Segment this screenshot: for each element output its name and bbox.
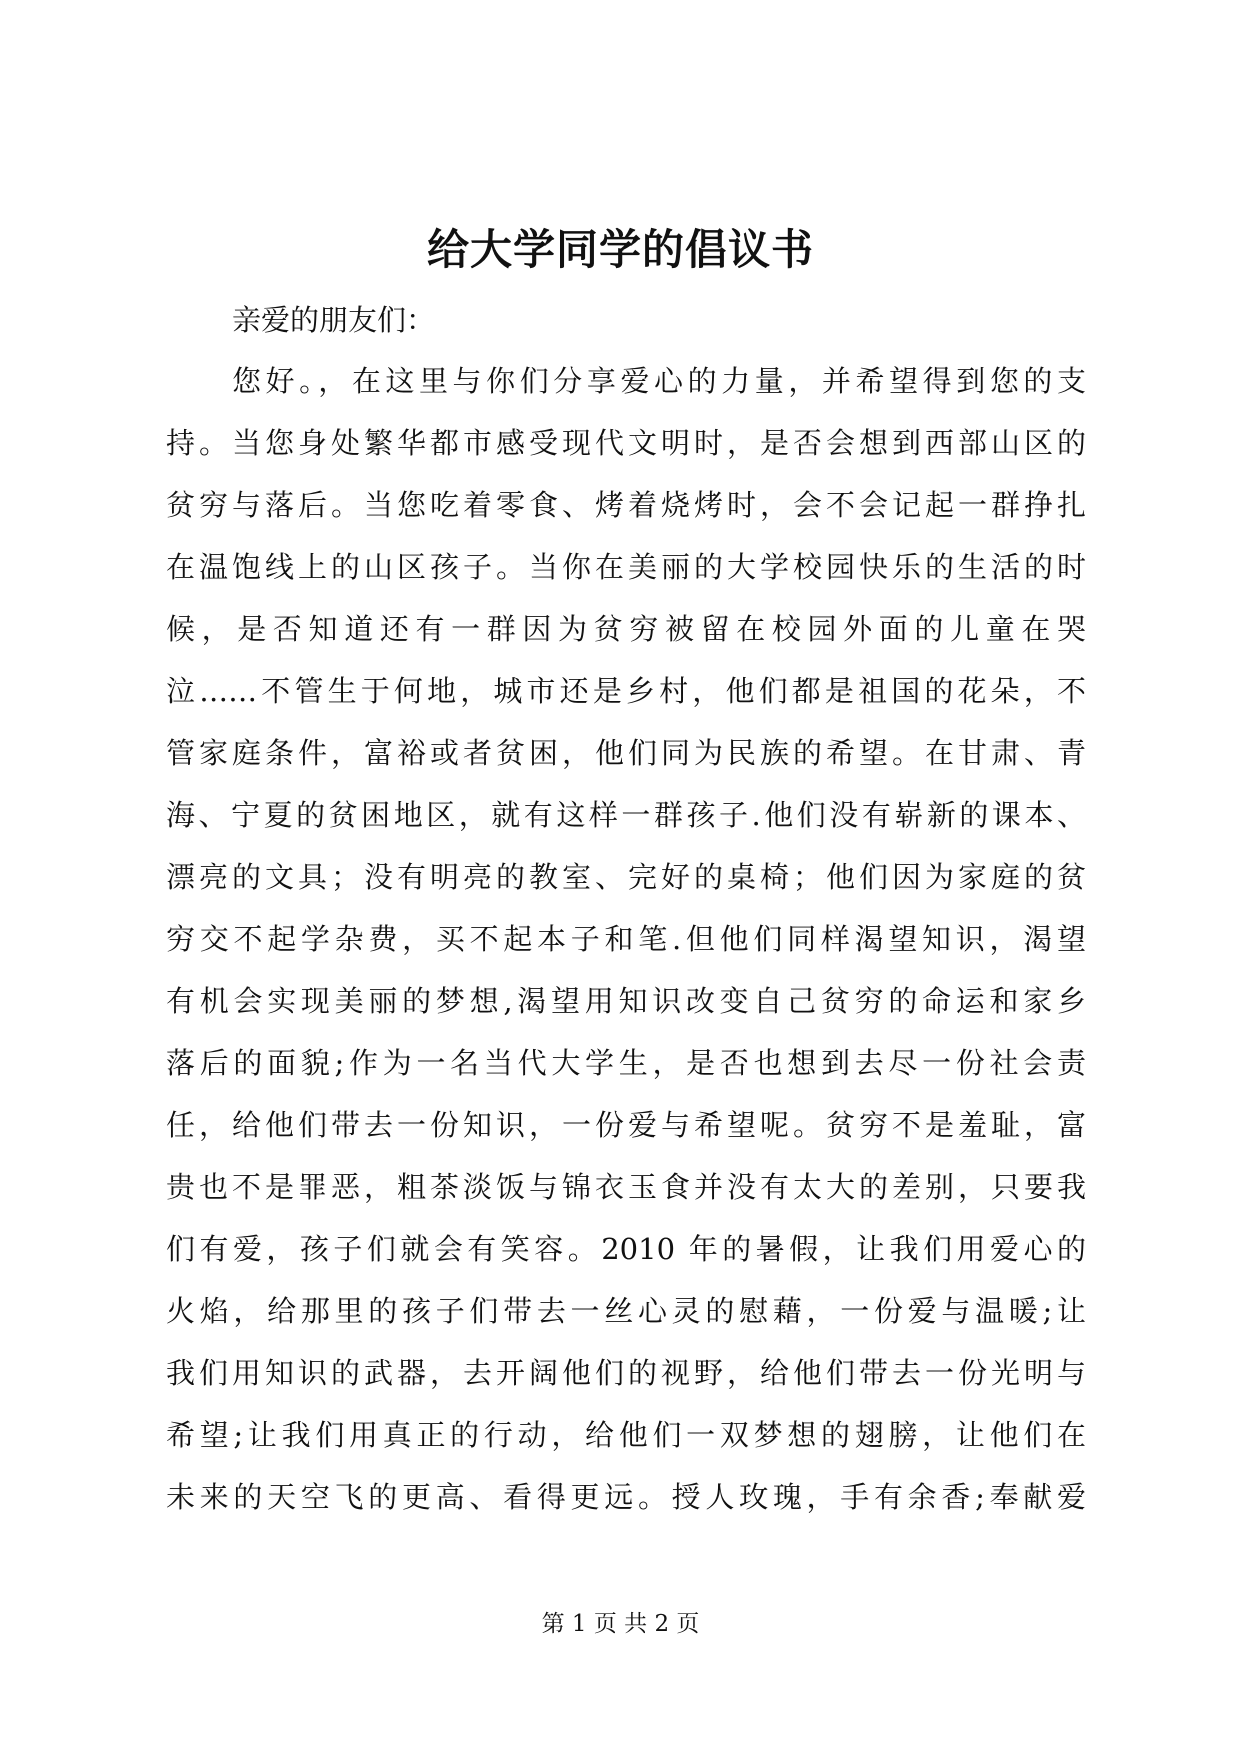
body-line: 未来的天空飞的更高、看得更远。授人玫瑰，手有余香;奉献爱 bbox=[166, 1480, 1086, 1514]
body-text bbox=[166, 359, 1086, 1537]
body-line: 候，是否知道还有一群因为贫穷被留在校园外面的儿童在哭 bbox=[166, 612, 1086, 646]
body-line: 们有爱，孩子们就会有笑容。2010 年的暑假，让我们用爱心的 bbox=[166, 1232, 1086, 1266]
body-line: 管家庭条件，富裕或者贫困，他们同为民族的希望。在甘肃、青 bbox=[166, 736, 1086, 770]
body-line: 火焰，给那里的孩子们带去一丝心灵的慰藉，一份爱与温暖;让 bbox=[166, 1294, 1086, 1328]
body-line: 在温饱线上的山区孩子。当你在美丽的大学校园快乐的生活的时 bbox=[166, 550, 1086, 584]
body-line: 持。当您身处繁华都市感受现代文明时，是否会想到西部山区的 bbox=[166, 426, 1086, 460]
body-line: 漂亮的文具；没有明亮的教室、完好的桌椅；他们因为家庭的贫 bbox=[166, 860, 1086, 894]
body-line: 海、宁夏的贫困地区，就有这样一群孩子.他们没有崭新的课本、 bbox=[166, 798, 1086, 832]
salutation: 亲爱的朋友们： bbox=[232, 303, 436, 337]
body-line: 落后的面貌;作为一名当代大学生，是否也想到去尽一份社会责 bbox=[166, 1046, 1086, 1080]
body-line: 贫穷与落后。当您吃着零食、烤着烧烤时，会不会记起一群挣扎 bbox=[166, 488, 1086, 522]
body-line: 有机会实现美丽的梦想,渴望用知识改变自己贫穷的命运和家乡 bbox=[166, 984, 1086, 1018]
body-line: 我们用知识的武器，去开阔他们的视野，给他们带去一份光明与 bbox=[166, 1356, 1086, 1390]
body-line: 希望;让我们用真正的行动，给他们一双梦想的翅膀，让他们在 bbox=[166, 1418, 1086, 1452]
page-footer: 第 1 页 共 2 页 bbox=[541, 1611, 700, 1637]
document-title: 给大学同学的倡议书 bbox=[426, 225, 814, 274]
body-line: 贵也不是罪恶，粗茶淡饭与锦衣玉食并没有太大的差别，只要我 bbox=[166, 1170, 1086, 1204]
body-line: 您好。，在这里与你们分享爱心的力量，并希望得到您的支 bbox=[232, 364, 1086, 398]
body-line: 泣……不管生于何地，城市还是乡村，他们都是祖国的花朵，不 bbox=[166, 674, 1086, 708]
body-line: 穷交不起学杂费，买不起本子和笔.但他们同样渴望知识，渴望 bbox=[166, 922, 1086, 956]
body-line: 任，给他们带去一份知识，一份爱与希望呢。贫穷不是羞耻，富 bbox=[166, 1108, 1086, 1142]
